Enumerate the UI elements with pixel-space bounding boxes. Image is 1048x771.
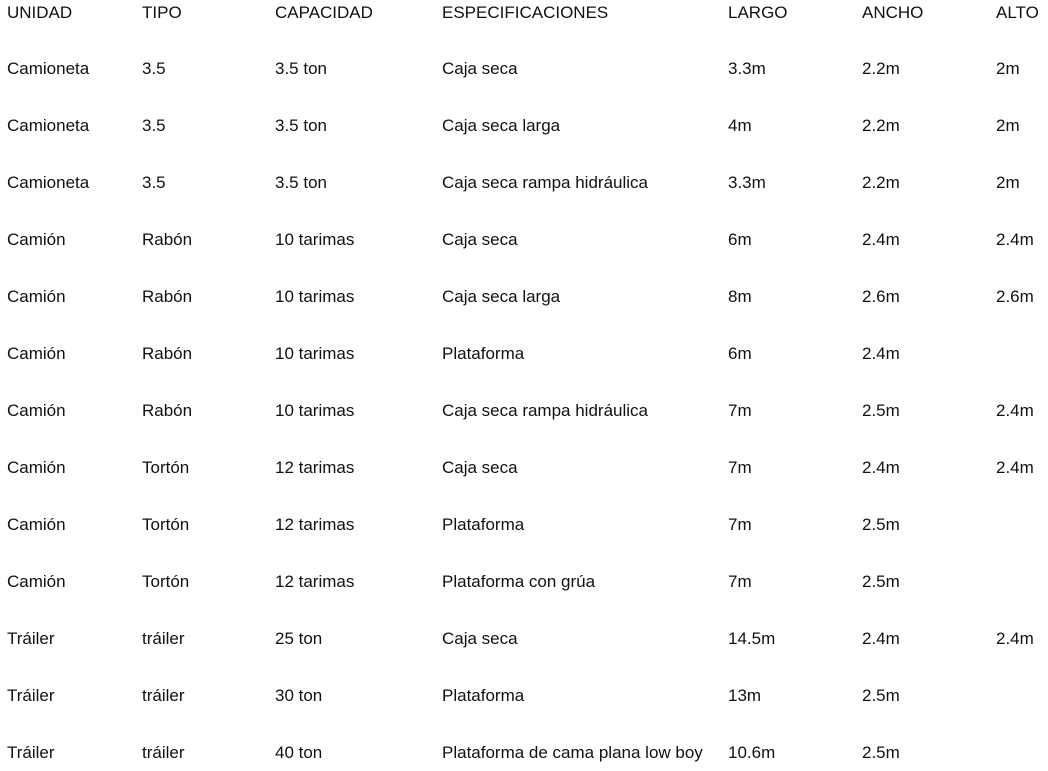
cell-tipo: Tortón <box>142 458 190 477</box>
cell-alto: 2.4m <box>996 458 1034 477</box>
cell-largo: 7m <box>728 572 752 591</box>
cell-largo: 13m <box>728 686 762 705</box>
cell-unidad: Camioneta <box>7 59 90 78</box>
table-row <box>0 144 1048 201</box>
table-row <box>0 315 1048 372</box>
table-row <box>0 714 1048 771</box>
cell-largo: 7m <box>728 458 752 477</box>
cell-capacidad: 40 ton <box>275 743 323 762</box>
table-row <box>0 372 1048 429</box>
table-row <box>0 258 1048 315</box>
cell-ancho: 2.2m <box>862 173 900 192</box>
cell-ancho: 2.2m <box>862 59 900 78</box>
cell-alto: 2m <box>996 173 1020 192</box>
cell-largo: 10.6m <box>728 743 776 762</box>
table-row <box>0 26 1048 87</box>
cell-unidad: Camión <box>7 458 66 477</box>
cell-tipo: Rabón <box>142 344 193 363</box>
table-row <box>0 543 1048 600</box>
cell-especificaciones: Caja seca rampa hidráulica <box>442 401 648 420</box>
cell-largo: 3.3m <box>728 173 766 192</box>
cell-capacidad: 3.5 ton <box>275 173 327 192</box>
header-tipo: TIPO <box>142 3 182 22</box>
cell-alto: 2m <box>996 116 1020 135</box>
cell-alto <box>996 315 1048 372</box>
cell-especificaciones: Plataforma de cama plana low boy <box>442 743 703 762</box>
cell-largo: 7m <box>728 515 752 534</box>
table-row <box>0 429 1048 486</box>
table-header <box>0 0 1048 26</box>
cell-tipo: Rabón <box>142 401 193 420</box>
cell-alto: 2.4m <box>996 401 1034 420</box>
cell-capacidad: 12 tarimas <box>275 515 355 534</box>
cell-unidad: Camión <box>7 572 66 591</box>
cell-ancho: 2.5m <box>862 401 900 420</box>
cell-largo: 6m <box>728 230 752 249</box>
cell-especificaciones: Caja seca larga <box>442 116 561 135</box>
cell-alto <box>996 714 1048 771</box>
cell-ancho: 2.4m <box>862 344 900 363</box>
cell-alto: 2.6m <box>996 287 1034 306</box>
cell-largo: 3.3m <box>728 59 766 78</box>
cell-capacidad: 12 tarimas <box>275 572 355 591</box>
cell-especificaciones: Caja seca <box>442 230 518 249</box>
table-row <box>0 201 1048 258</box>
cell-alto <box>996 486 1048 543</box>
cell-largo: 8m <box>728 287 752 306</box>
header-ancho: ANCHO <box>862 3 924 22</box>
cell-tipo: tráiler <box>142 629 185 648</box>
cell-unidad: Tráiler <box>7 629 55 648</box>
header-especificaciones: ESPECIFICACIONES <box>442 3 609 22</box>
cell-especificaciones: Plataforma con grúa <box>442 572 596 591</box>
cell-tipo: 3.5 <box>142 173 166 192</box>
cell-tipo: Tortón <box>142 515 190 534</box>
cell-unidad: Camioneta <box>7 173 90 192</box>
cell-capacidad: 30 ton <box>275 686 323 705</box>
cell-tipo: tráiler <box>142 743 185 762</box>
cell-unidad: Camioneta <box>7 116 90 135</box>
header-largo: LARGO <box>728 3 788 22</box>
cell-ancho: 2.2m <box>862 116 900 135</box>
cell-ancho: 2.4m <box>862 629 900 648</box>
cell-ancho: 2.4m <box>862 230 900 249</box>
table-row <box>0 657 1048 714</box>
table-row <box>0 486 1048 543</box>
cell-alto: 2m <box>996 59 1020 78</box>
cell-especificaciones: Plataforma <box>442 686 525 705</box>
header-capacidad: CAPACIDAD <box>275 3 373 22</box>
cell-capacidad: 10 tarimas <box>275 287 355 306</box>
cell-capacidad: 10 tarimas <box>275 401 355 420</box>
cell-capacidad: 12 tarimas <box>275 458 355 477</box>
table-body <box>0 26 1048 771</box>
cell-largo: 7m <box>728 401 752 420</box>
cell-especificaciones: Caja seca larga <box>442 287 561 306</box>
header-row <box>0 0 1048 26</box>
cell-alto <box>996 543 1048 600</box>
header-alto: ALTO <box>996 3 1039 22</box>
cell-ancho: 2.5m <box>862 686 900 705</box>
cell-tipo: 3.5 <box>142 59 166 78</box>
cell-unidad: Camión <box>7 401 66 420</box>
cell-tipo: 3.5 <box>142 116 166 135</box>
table-row <box>0 87 1048 144</box>
cell-especificaciones: Caja seca <box>442 59 518 78</box>
cell-especificaciones: Caja seca <box>442 629 518 648</box>
cell-unidad: Camión <box>7 515 66 534</box>
cell-unidad: Tráiler <box>7 686 55 705</box>
cell-tipo: tráiler <box>142 686 185 705</box>
cell-unidad: Camión <box>7 287 66 306</box>
cell-especificaciones: Plataforma <box>442 515 525 534</box>
header-unidad: UNIDAD <box>7 3 73 22</box>
cell-tipo: Rabón <box>142 230 193 249</box>
cell-unidad: Tráiler <box>7 743 55 762</box>
cell-especificaciones: Plataforma <box>442 344 525 363</box>
cell-largo: 14.5m <box>728 629 776 648</box>
cell-largo: 4m <box>728 116 752 135</box>
cell-ancho: 2.5m <box>862 743 900 762</box>
cell-alto: 2.4m <box>996 230 1034 249</box>
cell-capacidad: 3.5 ton <box>275 59 327 78</box>
cell-capacidad: 25 ton <box>275 629 323 648</box>
cell-unidad: Camión <box>7 344 66 363</box>
cell-tipo: Rabón <box>142 287 193 306</box>
cell-ancho: 2.4m <box>862 458 900 477</box>
cell-capacidad: 10 tarimas <box>275 230 355 249</box>
cell-especificaciones: Caja seca <box>442 458 518 477</box>
cell-capacidad: 10 tarimas <box>275 344 355 363</box>
cell-especificaciones: Caja seca rampa hidráulica <box>442 173 648 192</box>
cell-tipo: Tortón <box>142 572 190 591</box>
table-row <box>0 600 1048 657</box>
cell-ancho: 2.6m <box>862 287 900 306</box>
cell-alto: 2.4m <box>996 629 1034 648</box>
cell-ancho: 2.5m <box>862 572 900 591</box>
cell-largo: 6m <box>728 344 752 363</box>
cell-capacidad: 3.5 ton <box>275 116 327 135</box>
cell-ancho: 2.5m <box>862 515 900 534</box>
cell-unidad: Camión <box>7 230 66 249</box>
cell-alto <box>996 657 1048 714</box>
